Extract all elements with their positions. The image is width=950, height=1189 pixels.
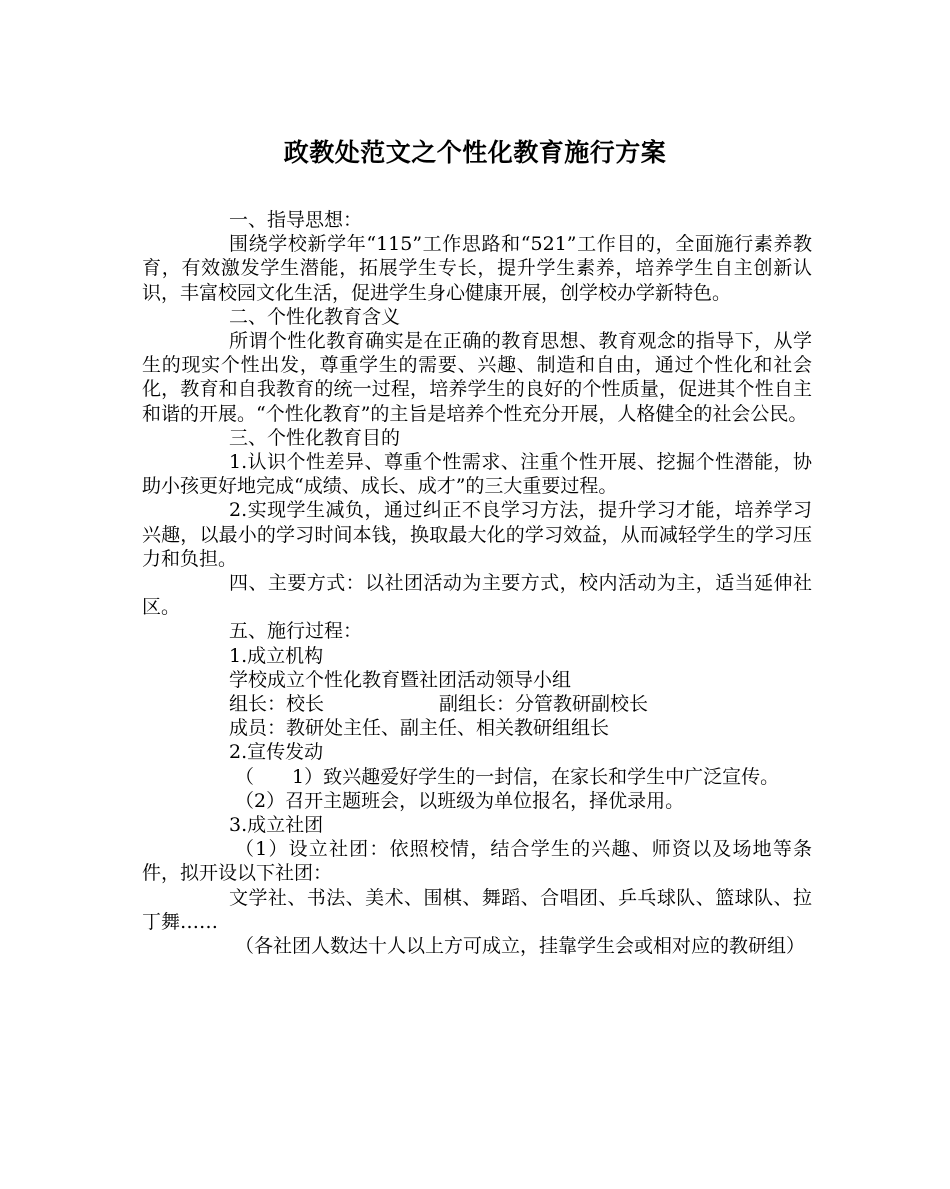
group-leaders-line xyxy=(142,692,812,716)
step-establish-clubs: 3.成立社团 xyxy=(229,814,324,837)
clubs-list: 文学社、书法、美术、围棋、舞蹈、合唱团、乒乓球队、篮球队、拉丁舞…… xyxy=(142,886,812,933)
paragraph-purpose-1: 1.认识个性差异、尊重个性需求、注重个性开展、挖掘个性潜能，协助小孩更好地完成“成绩、成长、成才”的三大重要过程。 xyxy=(142,451,812,498)
clubs-item-1: （1）设立社团：依照校情，结合学生的兴趣、师资以及场地等条件，拟开设以下社团： xyxy=(142,838,812,885)
step-publicity: 2.宣传发动 xyxy=(229,741,324,764)
heading-purpose: 三、个性化教育目的 xyxy=(229,426,401,449)
paragraph-guiding-thought: 围绕学校新学年“115”工作思路和“521”工作目的，全面施行素养教育，有效激发学生潜能，拓展学生专长，提升学生素养，培养学生自主创新认识，丰富校园文化生活，促进学生身心健康开展，创学校办学新特色。 xyxy=(142,233,812,304)
paragraph-purpose-2: 2.实现学生减负，通过纠正不良学习方法，提升学习才能，培养学习兴趣，以最小的学习时间本钱，换取最大化的学习效益，从而减轻学生的学习压力和负担。 xyxy=(142,499,812,570)
deputy-group-leader: 副组长：分管教研副校长 xyxy=(439,693,649,716)
heading-implementation: 五、施行过程： xyxy=(229,620,363,643)
step-leading-group: 学校成立个性化教育暨社团活动领导小组 xyxy=(229,668,572,691)
group-leader: 组长：校长 xyxy=(229,693,325,716)
publicity-item-2: （2）召开主题班会，以班级为单位报名，择优录用。 xyxy=(235,789,685,812)
paragraph-meaning: 所谓个性化教育确实是在正确的教育思想、教育观念的指导下，从学生的现实个性出发，尊重学生的需要、兴趣、制造和自由，通过个性化和社会化，教育和自我教育的统一过程，培养学生的良好的个性质量，促进其个性自主和谐的开展。“个性化教育”的主旨是培养个性充分开展，人格健全的社会公民。 xyxy=(142,330,812,425)
paragraph-main-method: 四、主要方式：以社团活动为主要方式，校内活动为主，适当延伸社区。 xyxy=(142,572,812,619)
clubs-note: （各社团人数达十人以上方可成立，挂靠学生会或相对应的教研组） xyxy=(235,935,806,958)
heading-guiding-thought: 一、指导思想： xyxy=(229,209,363,231)
document-title: 政教处范文之个性化教育施行方案 xyxy=(283,138,667,167)
document-body xyxy=(142,208,812,958)
heading-meaning: 二、个性化教育含义 xyxy=(229,305,401,328)
group-members: 成员：教研处主任、副主任、相关教研组组长 xyxy=(229,717,610,740)
publicity-item-1: （ 1）致兴趣爱好学生的一封信，在家长和学生中广泛宣传。 xyxy=(235,765,780,788)
step-establish-organization: 1.成立机构 xyxy=(229,644,324,667)
